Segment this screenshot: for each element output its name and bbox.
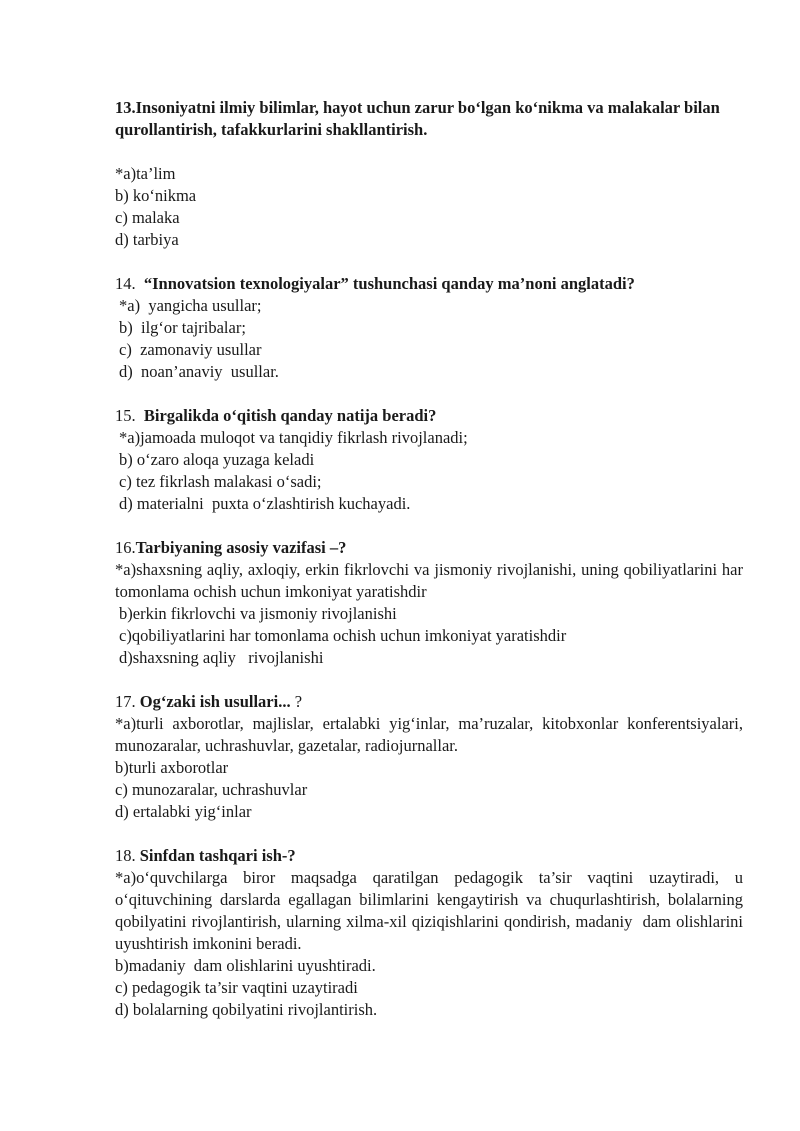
option-d: d) materialni puxta o‘zlashtirish kuchayadi. bbox=[119, 494, 411, 513]
option-a: *a)shaxsning aqliy, axloqiy, erkin fikrlovchi va jismoniy rivojlanishi, uning qobiliyatlarini har tomonlama ochish uchun imkoniyat yaratishdir bbox=[115, 560, 748, 601]
option-c: c) tez fikrlash malakasi o‘sadi; bbox=[119, 472, 322, 491]
question-13 bbox=[115, 97, 743, 251]
question-title: 18. Sinfdan tashqari ish-? bbox=[115, 846, 296, 865]
option-c: c) pedagogik ta’sir vaqtini uzaytiradi bbox=[115, 978, 358, 997]
question-15 bbox=[115, 405, 743, 515]
question-14 bbox=[115, 273, 743, 383]
option-d: d) tarbiya bbox=[115, 230, 179, 249]
question-16 bbox=[115, 537, 748, 669]
option-b: b)turli axborotlar bbox=[115, 758, 229, 777]
question-title: 17. Og‘zaki ish usullari... ? bbox=[115, 692, 303, 711]
option-c: c) munozaralar, uchrashuvlar bbox=[115, 780, 308, 799]
option-c: c) malaka bbox=[115, 208, 180, 227]
option-b: b)erkin fikrlovchi va jismoniy rivojlanishi bbox=[119, 604, 397, 623]
option-a: *a)turli axborotlar, majlislar, ertalabki yig‘inlar, ma’ruzalar, kitobxonlar konferentsiyalari, munozaralar, uchrashuvlar, gazetalar, radiojurnallar. bbox=[115, 714, 748, 755]
option-d: d)shaxsning aqliy rivojlanishi bbox=[119, 648, 324, 667]
question-title: 13.Insoniyatni ilmiy bilimlar, hayot uchun zarur bo‘lgan ko‘nikma va malakalar bilan qurollantirish, tafakkurlarini shakllantirish. bbox=[115, 98, 720, 139]
question-title: 16.Tarbiyaning asosiy vazifasi –? bbox=[115, 538, 347, 557]
question-17 bbox=[115, 691, 748, 823]
option-b: b) o‘zaro aloqa yuzaga keladi bbox=[119, 450, 315, 469]
option-c: c) zamonaviy usullar bbox=[119, 340, 262, 359]
option-a: *a) yangicha usullar; bbox=[119, 296, 262, 315]
question-18 bbox=[115, 845, 748, 1021]
option-b: b) ilg‘or tajribalar; bbox=[119, 318, 246, 337]
document-page bbox=[115, 97, 748, 1043]
option-c: c)qobiliyatlarini har tomonlama ochish uchun imkoniyat yaratishdir bbox=[119, 626, 567, 645]
option-d: d) bolalarning qobilyatini rivojlantirish. bbox=[115, 1000, 378, 1019]
option-b: b)madaniy dam olishlarini uyushtiradi. bbox=[115, 956, 376, 975]
option-a: *a)ta’lim bbox=[115, 164, 176, 183]
question-title: 14. “Innovatsion texnologiyalar” tushunchasi qanday ma’noni anglatadi? bbox=[115, 274, 635, 293]
option-d: d) ertalabki yig‘inlar bbox=[115, 802, 252, 821]
question-title: 15. Birgalikda o‘qitish qanday natija beradi? bbox=[115, 406, 437, 425]
option-d: d) noan’anaviy usullar. bbox=[119, 362, 279, 381]
option-b: b) ko‘nikma bbox=[115, 186, 197, 205]
option-a: *a)o‘quvchilarga biror maqsadga qaratilgan pedagogik ta’sir vaqtini uzaytiradi, u o‘qituvchining darslarda egallagan bilimlarini kengaytirish va chuqurlashtirish, bolalarning qobilyatini rivojlantirish, ularning xilma-xil qiziqishlarini qondirish, madaniy dam olishlarini uyushtirish imkonini beradi. bbox=[115, 868, 748, 953]
option-a: *a)jamoada muloqot va tanqidiy fikrlash rivojlanadi; bbox=[119, 428, 468, 447]
